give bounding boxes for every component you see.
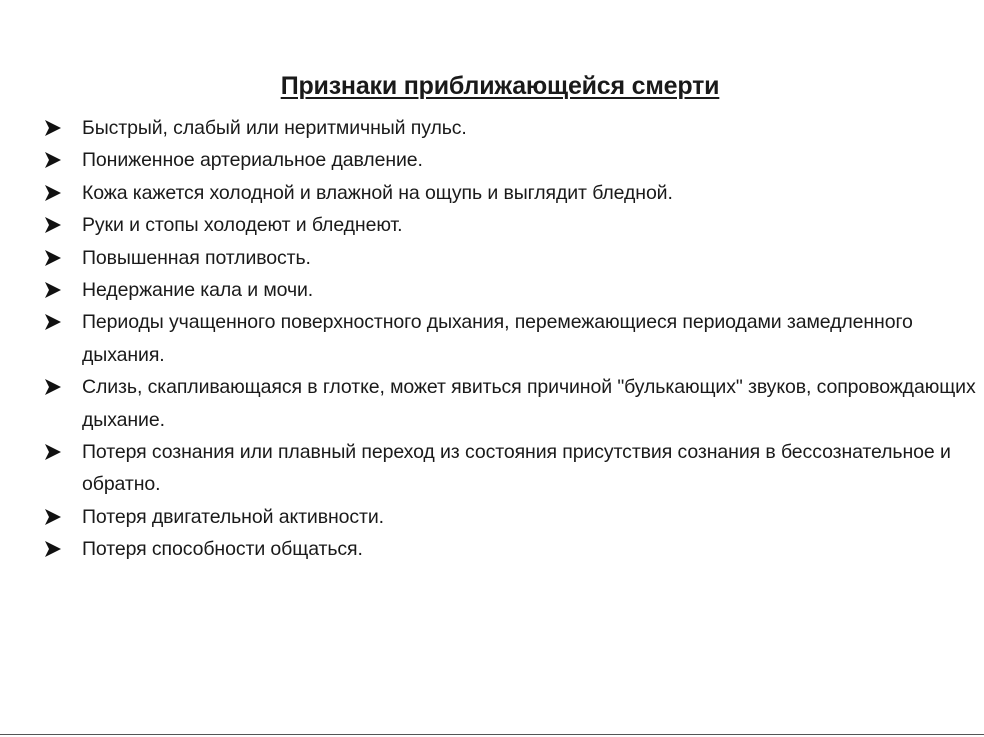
list-item	[42, 274, 977, 306]
list-item	[42, 501, 977, 533]
list-item	[42, 533, 977, 565]
arrowhead-bullet-icon	[44, 249, 62, 267]
list-item	[42, 177, 977, 209]
list-item-text: Потеря двигательной активности.	[82, 505, 384, 528]
list-item	[42, 112, 977, 144]
arrowhead-bullet-icon	[44, 119, 62, 137]
list-item-text: Потеря способности общаться.	[82, 538, 363, 561]
arrowhead-bullet-icon	[44, 184, 62, 202]
arrowhead-bullet-icon	[44, 378, 62, 396]
slide-title: Признаки приближающейся смерти	[280, 72, 720, 100]
list-item-text: Недержание кала и мочи.	[82, 279, 314, 302]
list-item	[42, 209, 977, 241]
list-item-text: Руки и стопы холодеют и бледнеют.	[82, 214, 403, 237]
arrowhead-bullet-icon	[44, 281, 62, 299]
bottom-divider	[0, 734, 984, 735]
arrowhead-bullet-icon	[44, 540, 62, 558]
list-item-text: Повышенная потливость.	[82, 246, 311, 269]
arrowhead-bullet-icon	[44, 151, 62, 169]
list-item	[42, 436, 977, 501]
list-item-text: Пониженное артериальное давление.	[82, 149, 423, 172]
list-item	[42, 144, 977, 176]
arrowhead-bullet-icon	[44, 216, 62, 234]
arrowhead-bullet-icon	[44, 508, 62, 526]
list-item	[42, 242, 977, 274]
list-item	[42, 306, 977, 371]
list-item-text: Быстрый, слабый или неритмичный пульс.	[82, 117, 467, 139]
list-item-text: Кожа кажется холодной и влажной на ощупь и выглядит бледной.	[82, 181, 673, 204]
list-item-text: Периоды учащенного поверхностного дыхания, перемежающиеся периодами замедленного дыхания.	[82, 311, 913, 366]
bullet-list	[42, 112, 977, 566]
arrowhead-bullet-icon	[44, 443, 62, 461]
list-item-text: Слизь, скапливающаяся в глотке, может явиться причиной "булькающих" звуков, сопровождающих дыхание.	[82, 376, 976, 431]
list-item	[42, 371, 977, 436]
arrowhead-bullet-icon	[44, 313, 62, 331]
list-item-text: Потеря сознания или плавный переход из состояния присутствия сознания в бессознательное и обратно.	[82, 441, 951, 496]
